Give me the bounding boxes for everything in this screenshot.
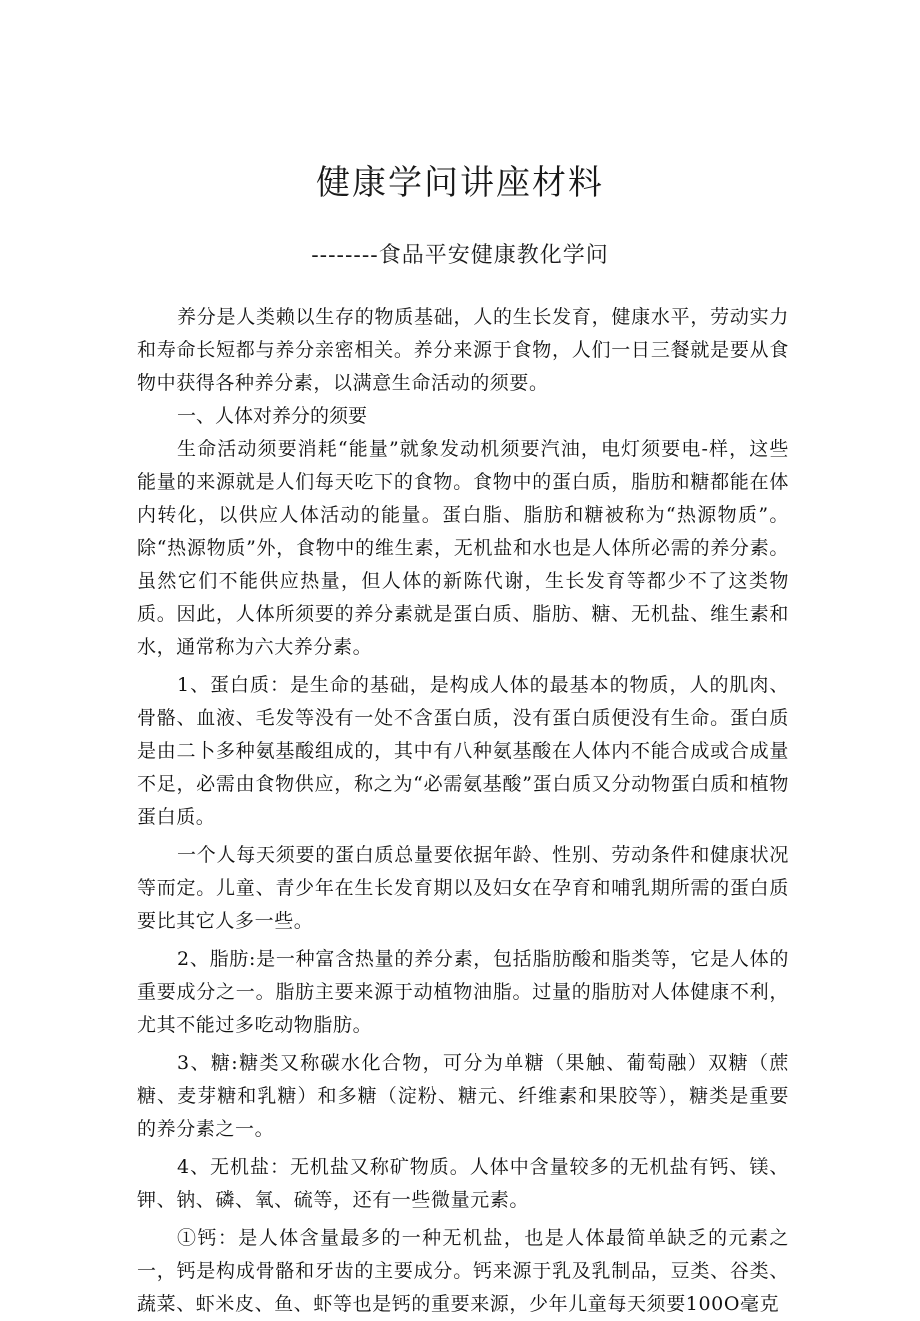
paragraph-protein-needs: 一个人每天须要的蛋白质总量要依据年龄、性别、劳动条件和健康状况等而定。儿童、青少年在生长发育期以及妇女在孕育和哺乳期所需的蛋白质要比其它人多一些。: [137, 844, 789, 932]
paragraph-energy: 生命活动须要消耗“能量”就象发动机须要汽油，电灯须要电-样，这些能量的来源就是人们每天吃下的食物。食物中的蛋白质，脂肪和糖都能在体内转化，以供应人体活动的能量。蛋白脂、脂肪和糖被称为“热源物质”。除“热源物质”外，食物中的维生素，无机盐和水也是人体所必需的养分素。虽然它们不能供应热量，但人体的新陈代谢，生长发育等都少不了这类物质。因此，人体所须要的养分素就是蛋白质、脂肪、糖、无机盐、维生素和水，通常称为六大养分素。: [137, 438, 789, 658]
paragraph-intro: 养分是人类赖以生存的物质基础，人的生长发育，健康水平，劳动实力和寿命长短都与养分亲密相关。养分来源于食物，人们一日三餐就是要从食物中获得各种养分素，以满意生命活动的须要。: [137, 306, 789, 394]
page-title: 健康学问讲座材料: [316, 163, 604, 203]
paragraph-sugar: 3、糖:糖类又称碳水化合物，可分为单糖（果触、葡萄融）双糖（蔗糖、麦芽糖和乳糖）和多糖（淀粉、糖元、纤维素和果胶等），糖类是重要的养分素之一。: [137, 1052, 789, 1140]
paragraph-fat: 2、脂肪:是一种富含热量的养分素，包括脂肪酸和脂类等，它是人体的重要成分之一。脂肪主要来源于动植物油脂。过量的脂肪对人体健康不利，尤其不能过多吃动物脂肪。: [137, 948, 789, 1036]
section-heading-nutrition-needs: 一、人体对养分的须要: [177, 405, 368, 427]
paragraph-protein: 1、蛋白质：是生命的基础，是构成人体的最基本的物质，人的肌肉、骨骼、血液、毛发等没有一处不含蛋白质，没有蛋白质便没有生命。蛋白质是由二卜多种氨基酸组成的，其中有八种氨基酸在人体内不能合成或合成量不足，必需由食物供应，称之为“必需氨基酸”蛋白质又分动物蛋白质和植物蛋白质。: [137, 674, 789, 828]
paragraph-calcium: ①钙：是人体含量最多的一种无机盐，也是人体最简单缺乏的元素之一，钙是构成骨骼和牙齿的主要成分。钙来源于乳及乳制品，豆类、谷类、蔬菜、虾米皮、鱼、虾等也是钙的重要来源，少年儿童每天须要100O毫克: [137, 1227, 789, 1315]
document-body: [137, 301, 789, 1321]
paragraph-minerals: 4、无机盐：无机盐又称矿物质。人体中含量较多的无机盐有钙、镁、钾、钠、磷、氧、硫等，还有一些微量元素。: [137, 1156, 789, 1211]
page-subtitle: --------食品平安健康教化学问: [311, 243, 609, 268]
